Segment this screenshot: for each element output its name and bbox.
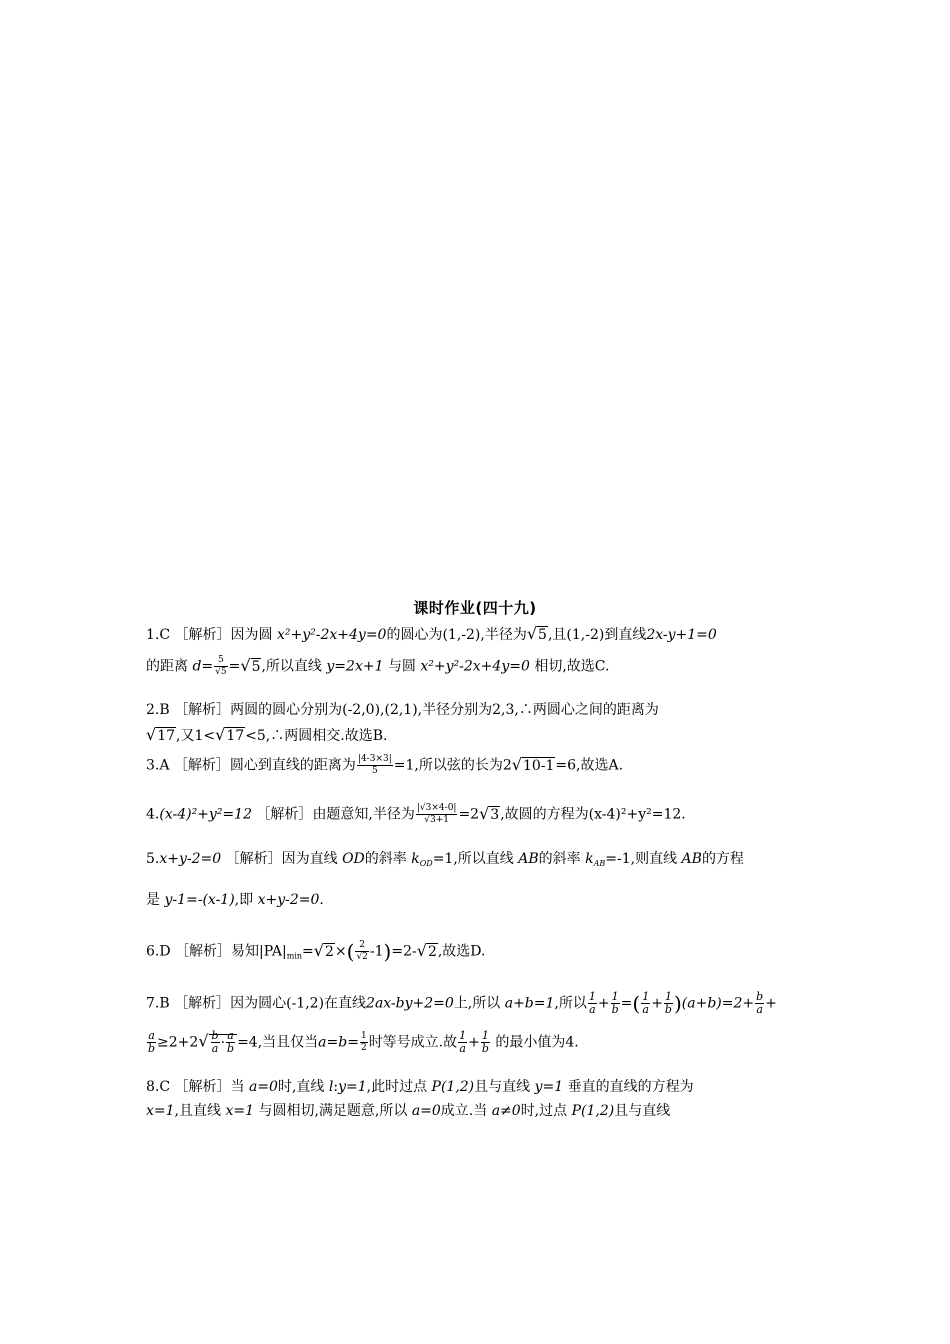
- equation: x+y-2=0.: [257, 892, 324, 908]
- denominator: a: [211, 1042, 219, 1055]
- equation: y=1: [338, 1079, 367, 1095]
- numerator: a: [227, 1029, 234, 1042]
- fraction: [588, 991, 597, 1016]
- radicand: 3: [490, 806, 500, 823]
- sqrt-expression: √2: [313, 940, 334, 960]
- text: 由题意知,半径为: [312, 806, 415, 823]
- radicand: 5: [251, 658, 261, 675]
- line-name: OD: [342, 851, 365, 867]
- text: d=: [192, 658, 214, 675]
- answer-5-line-2: [146, 890, 826, 910]
- analysis-tag: ［解析］: [175, 943, 232, 960]
- fraction: [458, 1030, 467, 1055]
- answer-6-line-1: 6.D ［解析］易知$|PA|_{min}=√2\times$( $\frac{2}{√2}$ -1)=2-√2,故选D.: [146, 939, 486, 964]
- fraction: [214, 655, 227, 678]
- text: =-1,则直线: [605, 851, 678, 867]
- analysis-tag: ［解析］: [225, 851, 282, 867]
- equation: y-1=-(x-1): [164, 892, 235, 908]
- text: =6,故选A.: [555, 757, 624, 774]
- text: 垂直的直线的方程为: [567, 1079, 694, 1095]
- line-equation: 2ax-by+2=0: [366, 995, 454, 1012]
- point: P(1,2): [431, 1079, 475, 1095]
- radicand: 17: [157, 728, 176, 744]
- text: 两圆的圆心分别为(-2,0),(2,1),半径分别为2,3,∴两圆心之间的距离为: [230, 702, 659, 718]
- text: ,即: [234, 892, 254, 908]
- equation: a=0: [248, 1079, 278, 1095]
- page-title: 课时作业(四十九): [413, 599, 537, 617]
- answer-label: 7.B: [146, 995, 170, 1012]
- sqrt-expression: √17: [146, 725, 176, 744]
- line-name: AB: [681, 851, 702, 867]
- numerator: 2: [355, 940, 368, 952]
- text: 易知|PA|: [231, 943, 287, 960]
- fraction: [360, 1031, 368, 1054]
- denominator: b: [481, 1042, 489, 1055]
- sqrt-expression: √5: [526, 624, 547, 643]
- text: ,且直线: [174, 1103, 221, 1119]
- text: +: [765, 995, 777, 1012]
- denominator: b: [611, 1003, 619, 1016]
- analysis-tag: ［解析］: [174, 995, 231, 1012]
- answer-1-line-2: [146, 655, 826, 678]
- numerator: b: [756, 990, 764, 1003]
- numerator: 1: [481, 1029, 489, 1042]
- radicand: 2: [427, 943, 437, 960]
- equation: a+b=1: [504, 995, 555, 1012]
- fraction: [755, 991, 764, 1016]
- fraction: [664, 991, 673, 1016]
- denominator: b: [664, 1003, 672, 1016]
- text: 是: [146, 892, 160, 908]
- slope-subscript: OD: [419, 859, 433, 868]
- answer-1-line-1: [146, 624, 826, 645]
- fraction: [357, 754, 393, 777]
- answer-2-line-2: [146, 725, 826, 746]
- text: 且与直线: [474, 1079, 531, 1095]
- answer-4-line-1: [146, 803, 826, 826]
- text: 与圆: [387, 658, 416, 675]
- answer-8-line-1: [146, 1077, 826, 1097]
- text: =4,当且仅当: [237, 1034, 319, 1051]
- denominator: a: [756, 1003, 763, 1016]
- text: 成立.当: [440, 1103, 488, 1119]
- text: 的圆心为(1,-2),半径为: [386, 627, 527, 643]
- text: 圆心到直线的距离为: [229, 757, 356, 774]
- equation: y=1: [534, 1079, 564, 1095]
- text: =2-: [391, 943, 417, 960]
- denominator: a: [589, 1003, 596, 1016]
- denominator: 2: [360, 1043, 367, 1053]
- radicand: 5: [538, 627, 547, 643]
- slope-symbol: k: [411, 851, 420, 867]
- answer-label: 8.C: [146, 1079, 171, 1095]
- text: ,且(1,-2)到直线: [547, 627, 647, 643]
- equation: x=1: [225, 1103, 254, 1119]
- text: 因为圆心(-1,2)在直线: [230, 995, 367, 1012]
- denominator: b: [148, 1042, 156, 1055]
- text: ,故选D.: [437, 943, 486, 960]
- numerator: 5: [214, 655, 227, 667]
- text: ≥2+2: [157, 1034, 199, 1051]
- answer-3-line-1: [146, 754, 826, 777]
- answer-label: 6.D: [146, 943, 171, 960]
- denominator: √5: [215, 667, 227, 677]
- line-name: l: [328, 1079, 334, 1095]
- circle-equation: x²+y²-2x+4y=0: [420, 658, 530, 675]
- text: =2: [458, 806, 480, 823]
- sqrt-expression: √ $\frac{b}{a}$ · $\frac{a}{b}$: [198, 1030, 237, 1055]
- analysis-tag: ［解析］: [173, 757, 230, 774]
- fraction: [355, 940, 368, 963]
- text: 的斜率: [538, 851, 581, 867]
- text: 上,所以: [453, 995, 501, 1012]
- numerator: b: [211, 1029, 219, 1042]
- slope-subscript: AB: [593, 859, 606, 868]
- analysis-tag: ［解析］: [174, 1079, 231, 1095]
- numerator: 1: [611, 990, 619, 1003]
- text: 的距离: [146, 658, 188, 675]
- text: 与圆相切,满足题意,所以: [258, 1103, 408, 1119]
- numerator: 1: [360, 1031, 367, 1041]
- numerator: 1: [588, 990, 596, 1003]
- equation: a=0: [411, 1103, 441, 1119]
- equation: x=1: [146, 1103, 175, 1119]
- equation: a≠0: [491, 1103, 521, 1119]
- answer-value: x+y-2=0: [159, 851, 222, 867]
- numerator: |4-3×3|: [357, 754, 392, 764]
- fraction: [226, 1030, 235, 1055]
- fraction: [416, 803, 458, 826]
- sqrt-expression: √10-1: [511, 754, 555, 774]
- fraction: [481, 1030, 490, 1055]
- text: =1,所以直线: [432, 851, 514, 867]
- answer-label: 4.: [146, 806, 160, 823]
- text: 因为直线: [281, 851, 338, 867]
- denominator: a: [642, 1003, 649, 1016]
- line-name: AB: [518, 851, 539, 867]
- subscript: min: [286, 951, 303, 961]
- radicand: 2: [324, 943, 334, 960]
- numerator: a: [148, 1029, 155, 1042]
- denominator: √3+1: [424, 815, 450, 825]
- text: =1,所以弦的长为2: [393, 757, 512, 774]
- analysis-tag: ［解析］: [256, 806, 313, 823]
- text: 相切,故选C.: [534, 658, 610, 675]
- text: ,此时过点: [366, 1079, 428, 1095]
- answer-value: (x-4)²+y²=12: [159, 806, 252, 823]
- text: 且与直线: [614, 1103, 671, 1119]
- text: 的方程: [701, 851, 744, 867]
- text: =: [228, 658, 241, 675]
- slope-symbol: k: [585, 851, 594, 867]
- denominator: a: [459, 1042, 466, 1055]
- answer-label: 2.B: [146, 702, 170, 718]
- text: ,所以直线: [261, 658, 322, 675]
- numerator: 1: [642, 990, 650, 1003]
- fraction: [211, 1030, 220, 1055]
- text: -1: [369, 943, 384, 960]
- sqrt-expression: √3: [479, 803, 500, 823]
- answer-8-line-2: [146, 1101, 826, 1121]
- radicand: 10-1: [522, 757, 555, 774]
- text: ,又1<: [176, 728, 216, 744]
- text: 时,直线: [277, 1079, 325, 1095]
- line-equation: y=2x+1: [326, 658, 384, 675]
- fraction: [641, 991, 650, 1016]
- point: P(1,2): [571, 1103, 615, 1119]
- sqrt-expression: √2: [416, 940, 437, 960]
- circle-equation: x²+y²-2x+4y=0: [276, 627, 387, 643]
- text: ,故圆的方程为(x-4)²+y²=12.: [500, 806, 686, 823]
- analysis-tag: ［解析］: [174, 627, 231, 643]
- text: 时,过点: [520, 1103, 568, 1119]
- sqrt-expression: √17: [215, 725, 245, 744]
- answer-label: 3.A: [146, 757, 170, 774]
- denominator: b: [227, 1042, 235, 1055]
- numerator: |√3×4-0|: [416, 803, 457, 813]
- analysis-tag: ［解析］: [174, 702, 231, 718]
- radicand: 17: [226, 728, 245, 744]
- answer-2-line-1: [146, 700, 826, 720]
- text: 的最小值为4.: [495, 1034, 579, 1051]
- text: (a+b)=2+: [681, 995, 755, 1012]
- text: 因为圆: [230, 627, 273, 643]
- text: 时等号成立.故: [368, 1034, 458, 1051]
- answer-label: 1.C: [146, 627, 171, 643]
- text: =: [302, 943, 314, 960]
- answer-7-line-2: $\frac{a}{b}$ ≥2+2√ $\frac{b}{a}$ · $\frac{a}{b}$ =4,当且仅当a=b= $\frac{1}{2}$ 时等号成立.故 $\frac{1}{a}$ + $\frac{1}{b}$ 的最小值为4.: [148, 1029, 579, 1055]
- fraction: [611, 991, 620, 1016]
- text: :: [333, 1079, 339, 1095]
- text: 的斜率: [364, 851, 407, 867]
- text: 当: [230, 1079, 245, 1095]
- answer-label: 5.: [146, 851, 160, 867]
- numerator: 1: [459, 1029, 467, 1042]
- text: ,所以: [554, 995, 587, 1012]
- answer-7-line-1: 7.B ［解析］因为圆心(-1,2)在直线2ax-by+2=0上,所以 a+b=1,所以 $\frac{1}{a}$ + $\frac{1}{b}$ =( $\frac{1}{a}$ + $\frac{1}{b}$ )(a+b)=2+ $\frac{b}{a}$ +: [146, 990, 777, 1016]
- text: ×: [334, 943, 347, 960]
- equation: a=b=: [318, 1034, 359, 1051]
- numerator: 1: [664, 990, 672, 1003]
- line-equation: 2x-y+1=0: [646, 627, 717, 643]
- fraction: [147, 1030, 156, 1055]
- sqrt-expression: √5: [240, 655, 261, 675]
- answer-5-line-1: [146, 849, 826, 869]
- denominator: 5: [371, 766, 378, 776]
- text: <5,∴两圆相交.故选B.: [245, 728, 388, 744]
- denominator: √2: [356, 952, 368, 962]
